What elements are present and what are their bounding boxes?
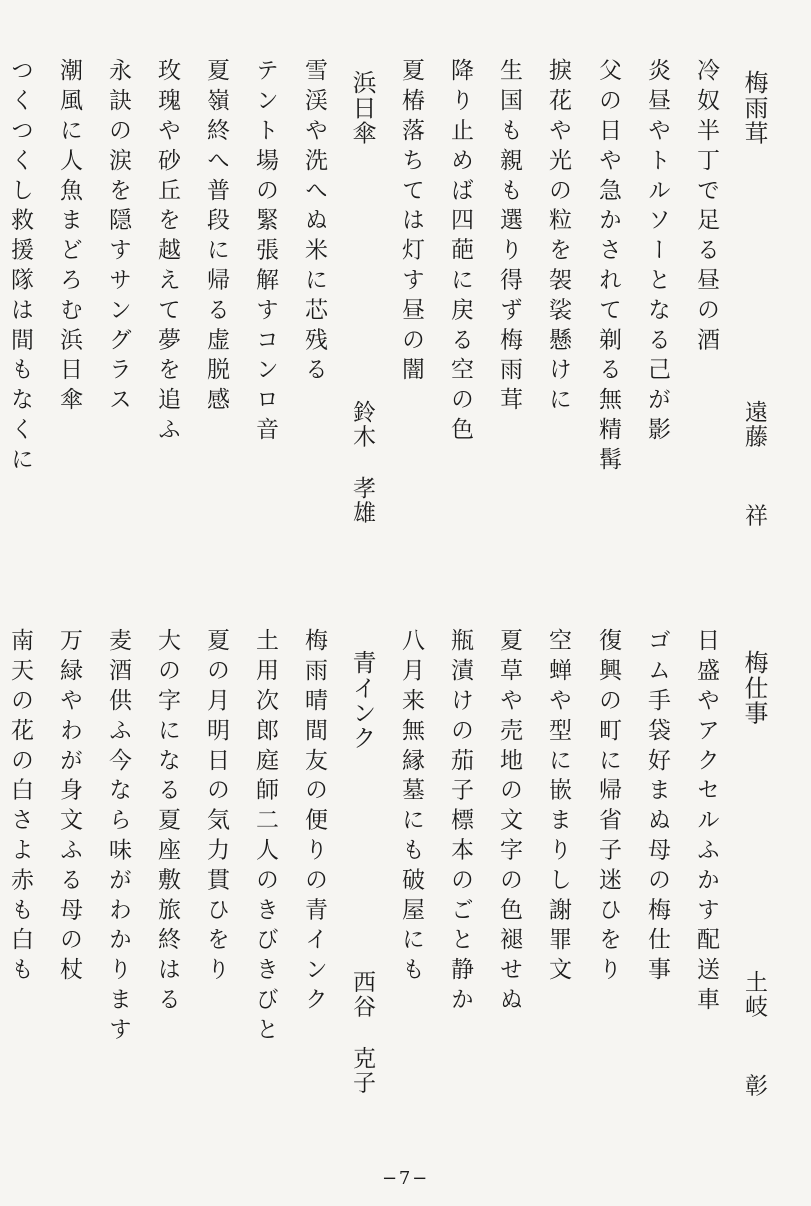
haiku-line: 生国も親も選り得ず梅雨茸: [496, 58, 522, 417]
author-given-name: 祥: [741, 503, 767, 528]
author-given-name: 彰: [741, 1073, 767, 1098]
author-given-name: 克子: [349, 1045, 375, 1095]
haiku-line: 夏椿落ちては灯す昼の闇: [398, 58, 424, 387]
haiku-line: 冷奴半丁で足る昼の酒: [693, 58, 719, 357]
section-title: 梅仕事: [740, 650, 768, 726]
haiku-line: 父の日や急かされて剃る無精髯: [595, 58, 621, 477]
author-name: [350, 400, 373, 524]
haiku-line: 夏の月明日の気力貫ひをり: [203, 628, 229, 987]
section-title: 青インク: [348, 650, 376, 751]
haiku-line: 雪渓や洗へぬ米に芯残る: [301, 58, 327, 387]
haiku-line: 空蝉や型に嵌まりし謝罪文: [545, 628, 571, 987]
haiku-line: 麦酒供ふ今なら味がわかります: [105, 628, 131, 1047]
author-name: [350, 970, 373, 1094]
haiku-line: 降り止めば四葩に戻る空の色: [447, 58, 473, 447]
section-title: 浜日傘: [348, 70, 376, 146]
haiku-line: 炎昼やトルソーとなる己が影: [644, 58, 670, 447]
haiku-line: 潮風に人魚まどろむ浜日傘: [56, 58, 82, 417]
haiku-line: 夏嶺終へ普段に帰る虚脱感: [203, 58, 229, 417]
haiku-line: 日盛やアクセルふかす配送車: [693, 628, 719, 1017]
author-name: [742, 400, 765, 528]
haiku-line: 南天の花の白さよ赤も白も: [7, 628, 33, 987]
haiku-line: 万緑やわが身文ふる母の杖: [56, 628, 82, 987]
author-family-name: 鈴木: [349, 400, 375, 449]
haiku-line: 瓶漬けの茄子標本のごと静か: [447, 628, 473, 1017]
author-family-name: 西谷: [349, 970, 375, 1019]
haiku-line: 土用次郎庭師二人のきびきびと: [252, 628, 278, 1047]
author-family-name: 遠藤: [741, 400, 767, 449]
author-given-name: 孝雄: [349, 475, 375, 525]
haiku-line: テント場の緊張解すコンロ音: [252, 58, 278, 447]
haiku-line: つくつくし救援隊は間もなくに: [7, 58, 33, 477]
haiku-line: 復興の町に帰省子迷ひをり: [595, 628, 621, 987]
author-name: [742, 970, 765, 1098]
haiku-line: 永訣の涙を隠すサングラス: [105, 58, 131, 417]
haiku-line: 八月来無縁墓にも破屋にも: [398, 628, 424, 987]
haiku-line: 大の字になる夏座敷旅終はる: [154, 628, 180, 1017]
haiku-line: 夏草や売地の文字の色褪せぬ: [496, 628, 522, 1017]
haiku-line: 捩花や光の粒を袈裟懸けに: [545, 58, 571, 417]
haiku-line: ゴム手袋好まぬ母の梅仕事: [644, 628, 670, 987]
haiku-line: 梅雨晴間友の便りの青インク: [301, 628, 327, 1017]
haiku-line: 玫瑰や砂丘を越えて夢を追ふ: [154, 58, 180, 447]
author-family-name: 土岐: [741, 970, 767, 1019]
section-title: 梅雨茸: [740, 70, 768, 146]
page-number: −7−: [381, 1168, 430, 1189]
